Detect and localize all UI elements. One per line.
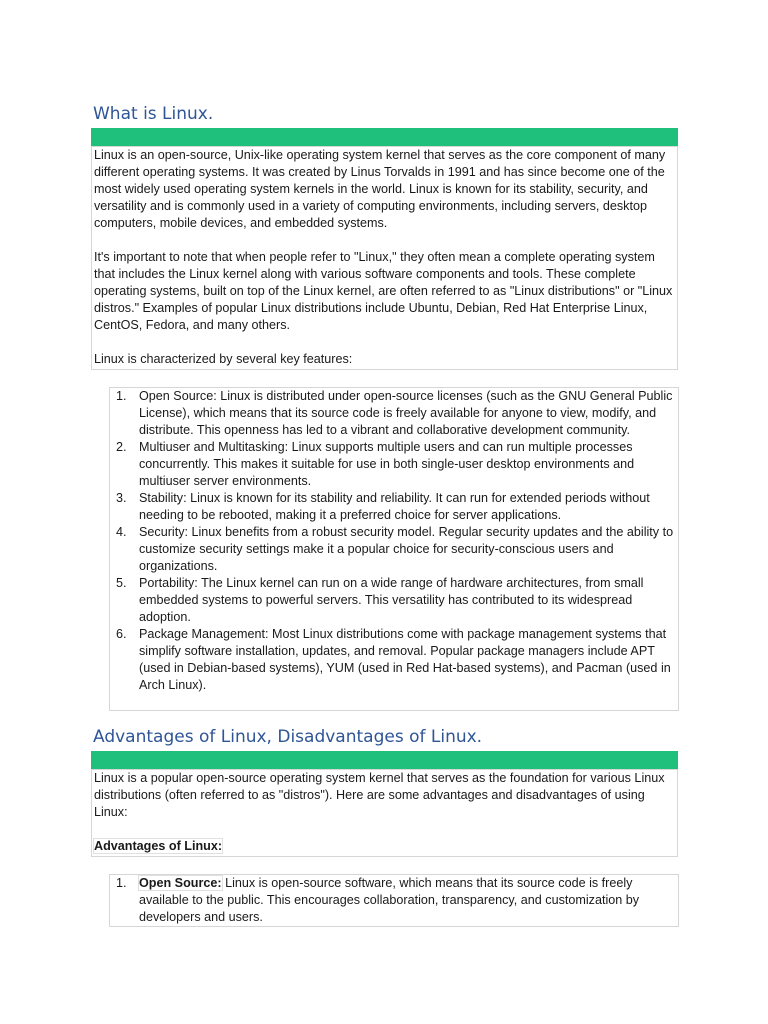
list-item: 2. Multiuser and Multitasking: Linux supports multiple users and can run multiple processes concurrently. This makes it suitable for use in both single-user desktop environments and multiuser server environments. [116,440,635,488]
advantages-list [110,875,678,926]
list-item: 4. Security: Linux benefits from a robust security model. Regular security updates and the ability to customize security settings make it a popular choice for security-conscious users and organizations. [116,525,674,573]
advantages-intro-box [91,769,678,857]
list-item: 6. Package Management: Most Linux distributions come with package management systems that simplify software installation, updates, and removal. Popular package managers include APT (used in Debian-based systems), YUM (used in Red Hat-based systems), and Pacman (used in Arch Linux). [116,627,671,692]
section-heading-advantages: Advantages of Linux, Disadvantages of Linux. [93,727,483,747]
list-item: 1. Open Source: Linux is distributed under open-source licenses (such as the GNU General Public License), which means that its source code is freely available for anyone to view, modify, and distribute. This openness has led to a vibrant and collaborative development community. [116,389,673,437]
section-divider-bar [91,751,678,769]
features-list-box [109,387,679,711]
section-heading-what-is-linux: What is Linux. [93,104,214,124]
list-item-text: Multiuser and Multitasking: Linux supports multiple users and can run multiple processes concurrently. This makes it suitable for use in both single-user desktop environments and multiuser server environments. [139,440,635,488]
list-item-text: Open Source: Linux is distributed under open-source licenses (such as the GNU General Public License), which means that its source code is freely available for anyone to view, modify, and distribute. This openness has led to a vibrant and collaborative development community. [139,389,673,437]
list-item-text: Package Management: Most Linux distributions come with package management systems that simplify software installation, updates, and removal. Popular package managers include APT (used in Debian-based systems), YUM (used in Red Hat-based systems), and Pacman (used in Arch Linux). [139,627,671,692]
features-list [110,388,678,694]
intro-paragraph-1: Linux is an open-source, Unix-like operating system kernel that serves as the core component of many different operating systems. It was created by Linus Torvalds in 1991 and has since become one of the most widely used operating system kernels in the world. Linux is known for its stability, security, and versatility and is commonly used in a variety of computing environments, including servers, desktop computers, mobile devices, and embedded systems. [94,148,666,230]
list-item: 3. Stability: Linux is known for its stability and reliability. It can run for extended periods without needing to be rebooted, making it a preferred choice for server applications. [116,491,650,522]
advantages-list-box [109,874,679,927]
intro-text-box [91,146,678,370]
list-item-text: Portability: The Linux kernel can run on a wide range of hardware architectures, from small embedded systems to powerful servers. This versatility has contributed to its widespread adoption. [139,576,644,624]
advantages-intro-paragraph: Linux is a popular open-source operating system kernel that serves as the foundation for various Linux distributions (often referred to as "distros"). Here are some advantages and disadvantages of using Linux: [94,771,665,819]
section-divider-bar [91,128,678,146]
list-item-text: Security: Linux benefits from a robust security model. Regular security updates and the ability to customize security settings make it a popular choice for security-conscious users and organizations. [139,525,674,573]
list-item-title: Open Source: [139,876,222,890]
list-item-text: Linux is open-source software, which means that its source code is freely available to the public. This encourages collaboration, transparency, and customization by developers and users. [139,876,640,924]
list-item: 1. Open Source: Linux is open-source software, which means that its source code is freely available to the public. This encourages collaboration, transparency, and customization by developers and users. [116,876,640,924]
intro-paragraph-3: Linux is characterized by several key features: [94,352,353,366]
advantages-label: Advantages of Linux: [94,839,223,853]
list-item-text: Stability: Linux is known for its stability and reliability. It can run for extended periods without needing to be rebooted, making it a preferred choice for server applications. [139,491,650,522]
intro-paragraph-2: It's important to note that when people refer to "Linux," they often mean a complete operating system that includes the Linux kernel along with various software components and tools. These complete operating systems, built on top of the Linux kernel, are often referred to as "Linux distributions" or "Linux distros." Examples of popular Linux distributions include Ubuntu, Debian, Red Hat Enterprise Linux, CentOS, Fedora, and many others. [94,250,673,332]
list-item: 5. Portability: The Linux kernel can run on a wide range of hardware architectures, from small embedded systems to powerful servers. This versatility has contributed to its widespread adoption. [116,576,644,624]
